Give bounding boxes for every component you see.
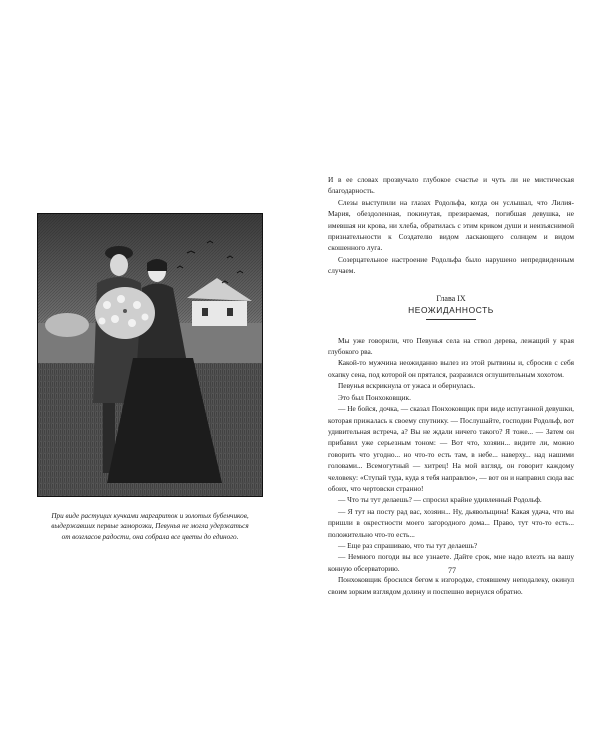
paragraph: Это был Понхоковщик. xyxy=(338,392,411,402)
paragraph: Слезы выступили на глазах Родольфа, когда он услышал, что Лилия-Мария, обездоленная, покинутая, презираемая, погибшая девушка, не имевшая ни крова, ни хлеба, обратилась с этим криком души и неизъяснимой признательности к Создателю видом ласкающего солнцем и видом скошенного луга. xyxy=(328,197,574,253)
paragraph: Какой-то мужчина неожиданно вылез из этой рытвины и, сбросив с себя охапку сена, под которой он прятался, разразился оглушительным хохотом. xyxy=(328,358,574,379)
caption-line-2: выдержавших первые заморозки, Певунья не могла удержаться xyxy=(51,522,249,531)
chapter-number: Глава IX xyxy=(436,293,466,303)
caption-line-3: от возгласов радости, она собрала все цветы до единого. xyxy=(61,532,239,541)
paragraph: Понхоковщик бросился бегом к изгородке, стоявшему неподалеку, окинул своим зорким взглядом долину и поспешно вернулся обратно. xyxy=(328,575,574,596)
right-page-text xyxy=(328,174,574,597)
caption-line-1: При виде растущих кучками маргариток и золотых бубенчиков, xyxy=(51,512,249,520)
paragraph: И в ее словах прозвучало глубокое счастье и чуть ли не мистическая благодарность. xyxy=(328,175,574,196)
chapter-title: НЕОЖИДАННОСТЬ xyxy=(408,304,494,315)
couple-with-flowers-icon xyxy=(37,213,263,497)
paragraph: Мы уже говорили, что Певунья села на ствол дерева, лежащий у края глубокого рва. xyxy=(328,335,574,357)
paragraph: Певунья вскрикнула от ужаса и обернулась. xyxy=(338,381,476,391)
page-number: 77 xyxy=(448,566,456,575)
paragraph: — Не бойся, дочка, — сказал Понхоковщик при виде испуганной девушки, которая прижалась к своему спутнику. — Послушайте, господин Родольф, вот удивительная встреча, а? Вы не ждали ничего такого? Я тоже... — Затем он прибавил уже серьезным тоном: — Вот что, хозяин... видите ли, можно говорить что угодно... но что-то есть там, в небе... наверху... над нашими головами... Всемогутный — хитрец! На мой взгляд, он говорит каждому человеку: «Ступай туда, куда я тебя направлю», — вот он и направил сюда вас обоих, что чертовски странно! xyxy=(328,404,574,493)
paragraph: — Что ты тут делаешь? — спросил крайне удивленный Родольф. xyxy=(338,495,542,505)
paragraph: Созерцательное настроение Родольфа было нарушено непредвиденным случаем. xyxy=(328,254,574,276)
paragraph: — Я тут на посту рад вас, хозяин... Ну, дьявольщина! Какая удача, что вы пришли в окрестности моего загородного дома... Право, тут что-то есть... положительно что-то есть... xyxy=(328,506,574,539)
paragraph: — Немного погоди вы все узнаете. Дайте срок, мне надо влезть на вашу конную обсерваторию. xyxy=(328,552,574,573)
engraving-illustration xyxy=(37,213,263,497)
chapter-heading xyxy=(328,293,574,320)
paragraph: — Еще раз спрашиваю, что ты тут делаешь? xyxy=(338,540,478,550)
illustration-caption xyxy=(30,511,270,542)
